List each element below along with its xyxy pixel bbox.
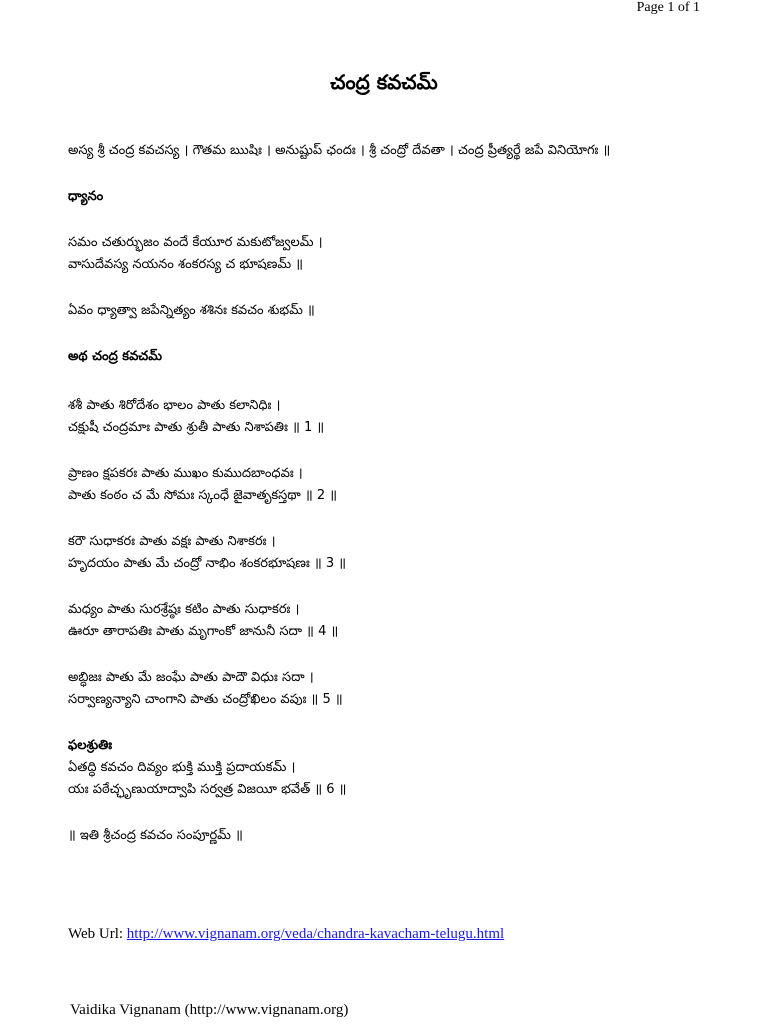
page-number: Page 1 of 1 <box>636 0 700 15</box>
phalashruti-line-2: యః పఠేచ్ఛృణుయాద్వాపి సర్వత్ర విజయీ భవేత్ ॥ 6 ॥ <box>68 782 347 797</box>
phalashruti-heading: ఫలశ్రుతిః <box>68 738 113 753</box>
verse-5-line-2: సర్వాణ్యన్యాని చాంగాని పాతు చంద్రోఖిలం వపుః ॥ 5 ॥ <box>68 692 343 707</box>
verse-3-line-2: హృదయం పాతు మే చంద్రో నాభిం శంకరభూషణః ॥ 3 ॥ <box>68 556 347 571</box>
web-url-label: Web Url: <box>68 926 127 942</box>
dhyanam-heading: ధ్యానం <box>68 189 104 204</box>
verse-3-line-1: కరౌ సుధాకరః పాతు వక్షః పాతు నిశాకరః । <box>68 534 276 549</box>
verse-1-line-2: చక్షుషీ చంద్రమాః పాతు శ్రుతీ పాతు నిశాపతిః ॥ 1 ॥ <box>68 420 325 435</box>
verse-2-line-1: ప్రాణం క్షపకరః పాతు ముఖం కుముదబాంధవః । <box>68 466 303 481</box>
dhyanam-closing: ఏవం ధ్యాత్వా జపేన్నిత్యం శశినః కవచం శుభమ్ ॥ <box>68 303 315 318</box>
verse-1-line-1: శశీ పాతు శిరోదేశం భాలం పాతు కలానిధిః । <box>68 398 281 413</box>
footer: Vaidika Vignanam (http://www.vignanam.org) <box>70 1002 349 1018</box>
web-url <box>68 926 504 943</box>
document-title: చంద్ర కవచమ్ <box>330 70 438 94</box>
web-url-link[interactable]: http://www.vignanam.org/veda/chandra-kavacham-telugu.html <box>126 926 505 942</box>
verse-2-line-2: పాతు కంఠం చ మే సోమః స్కంధే జైవాతృకస్తథా ॥ 2 ॥ <box>68 488 338 503</box>
kavacham-heading: అథ చంద్ర కవచమ్ <box>68 349 162 364</box>
document-body <box>68 140 748 847</box>
verse-4-line-2: ఊరూ తారాపతిః పాతు మృగాంకో జానునీ సదా ॥ 4 ॥ <box>68 624 339 639</box>
phalashruti-line-1: ఏతద్ధి కవచం దివ్యం భుక్తి ముక్తి ప్రదాయకమ్ । <box>68 760 296 775</box>
verse-4-line-1: మధ్యం పాతు సురశ్రేష్ఠః కటిం పాతు సుధాకరః । <box>68 602 300 617</box>
verse-5-line-1: అబ్ధిజః పాతు మే జంఘే పాతు పాదౌ విధుః సదా । <box>68 670 314 685</box>
intro-line: అస్య శ్రీ చంద్ర కవచస్య । గౌతమ ఋషిః । అనుష్టుప్ ఛందః । శ్రీ చంద్రో దేవతా । చంద్ర ప్రీత్యర్థే జపే వినియోగః ॥ <box>68 143 611 158</box>
dhyanam-verse-line-2: వాసుదేవస్య నయనం శంకరస్య చ భూషణమ్ ॥ <box>68 257 304 272</box>
dhyanam-verse-line-1: సమం చతుర్భుజం వందే కేయూర మకుటోజ్వలమ్ । <box>68 235 323 250</box>
closing-line: ॥ ఇతి శ్రీచంద్ర కవచం సంపూర్ణమ్ ॥ <box>68 828 243 843</box>
